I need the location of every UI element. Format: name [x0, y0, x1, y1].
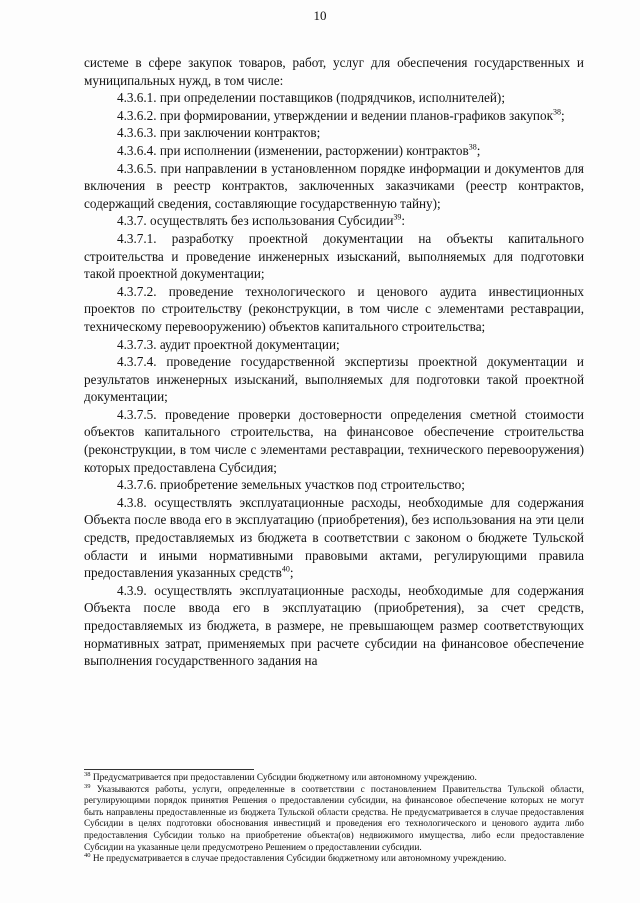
paragraph-text: 4.3.7.5. проведение проверки достоверности определения сметной стоимости объектов капитального строительства, на финансовое обеспечение строительства (реконструкции, в том числе с элементами реставрации, технического перевооружения) которых предоставлена Субсидия; — [84, 406, 584, 475]
footnote-text: Не предусматривается в случае предоставления Субсидии бюджетному или автономному учреждению. — [92, 854, 507, 865]
paragraph-punctuation: : — [401, 213, 406, 229]
paragraph-text: 4.3.7. осуществлять без использования Субсидии — [117, 213, 394, 229]
footnote — [84, 854, 584, 866]
paragraph-text: 4.3.7.6. приобретение земельных участков под строительство; — [117, 477, 465, 493]
paragraph-text: системе в сфере закупок товаров, работ, услуг для обеспечения государственных и муниципальных нужд, в том числе: — [84, 55, 584, 88]
footnote-number: 38 — [84, 770, 91, 778]
paragraph-text: 4.3.6.1. при определении поставщиков (подрядчиков, исполнителей); — [117, 90, 505, 106]
paragraph — [84, 160, 584, 213]
footnote-reference[interactable]: 39 — [393, 212, 402, 222]
footnotes — [84, 770, 585, 866]
paragraph — [84, 336, 584, 354]
footnote — [84, 782, 585, 855]
footnote-text: Предусматривается при предоставлении Субсидии бюджетному или автономному учреждению. — [92, 773, 477, 783]
footnote-reference[interactable]: 38 — [552, 107, 561, 117]
footnote-reference[interactable]: 40 — [281, 564, 290, 574]
paragraph — [84, 107, 584, 125]
paragraph-text: 4.3.6.2. при формировании, утверждении и ведении планов-графиков закупок — [117, 107, 553, 123]
paragraph — [84, 283, 584, 336]
footnote-text: Указываются работы, услуги, определенные в соответствии с постановлением Правительства Тульской области, регулирующими порядок принятия Решения о предоставлении субсидии, на финансовое обеспечение которых не могут быть направлены предоставленные из бюджета Тульской области средства. Не предусматривается в случае предоставления Субсидии в целях подготовки обоснования инвестиций и проведения его технологического и ценового аудита либо предоставления Субсидии только на приобретение объекта(ов) недвижимого имущества, либо если предоставление Субсидии на указанные цели предусмотрено Решением о предоставлении субсидии. — [84, 784, 585, 853]
paragraph-text: 4.3.6.3. при заключении контрактов; — [117, 125, 321, 141]
paragraph — [84, 582, 584, 670]
paragraph-text: 4.3.6.4. при исполнении (изменении, расторжении) контрактов — [117, 142, 469, 158]
paragraph-text: 4.3.7.3. аудит проектной документации; — [117, 336, 340, 352]
paragraph — [84, 54, 584, 89]
footnote-number: 40 — [84, 852, 91, 860]
page-number: 10 — [313, 8, 327, 23]
paragraph-punctuation: ; — [289, 565, 294, 581]
paragraph-text: 4.3.7.2. проведение технологического и ценового аудита инвестиционных проектов по строительству (реконструкции, в том числе с элементами реставрации, техническому перевооружению) объектов капитального строительства; — [84, 283, 584, 334]
paragraph — [84, 230, 584, 283]
paragraph — [84, 124, 584, 142]
paragraph — [84, 353, 584, 406]
paragraph — [84, 494, 584, 582]
paragraph-punctuation: ; — [476, 142, 481, 158]
paragraph — [84, 476, 584, 494]
document-body — [84, 54, 584, 670]
paragraph-text: 4.3.9. осуществлять эксплуатационные расходы, необходимые для содержания Объекта после ввода его в эксплуатацию (приобретения), за счет средств, предоставляемых из бюджета, в размере, не превышающем размер соответствующих нормативных затрат, применяемых при расчете субсидии на финансовое обеспечение выполнения государственного задания на — [84, 582, 584, 669]
paragraph — [84, 142, 584, 160]
footnote-separator — [84, 769, 254, 770]
paragraph — [84, 212, 584, 230]
paragraph-text: 4.3.7.4. проведение государственной экспертизы проектной документации и результатов инженерных изысканий, выполняемых для подготовки такой проектной документации; — [84, 354, 584, 405]
footnote-number: 39 — [84, 782, 91, 790]
paragraph-text: 4.3.8. осуществлять эксплуатационные расходы, необходимые для содержания Объекта после ввода его в эксплуатацию (приобретения), без использования на эти цели средств, предоставляемых из бюджета в соответствии с законом о бюджете Тульской области и иными нормативными правовыми актами, регулирующими правила предоставления указанных средств — [84, 494, 584, 581]
paragraph-text: 4.3.7.1. разработку проектной документации на объекты капитального строительства и проведение инженерных изысканий, выполняемых для подготовки такой проектной документации; — [84, 230, 584, 282]
paragraph — [84, 406, 584, 476]
footnote-reference[interactable]: 38 — [468, 142, 477, 152]
footnote — [84, 770, 584, 785]
paragraph — [84, 89, 584, 107]
paragraph-text: 4.3.6.5. при направлении в установленном порядке информации и документов для включения в реестр контрактов, заключенных заказчиками (реестр контрактов, содержащий сведения, составляющие государственную тайну); — [84, 160, 584, 211]
paragraph-punctuation: ; — [560, 107, 565, 123]
